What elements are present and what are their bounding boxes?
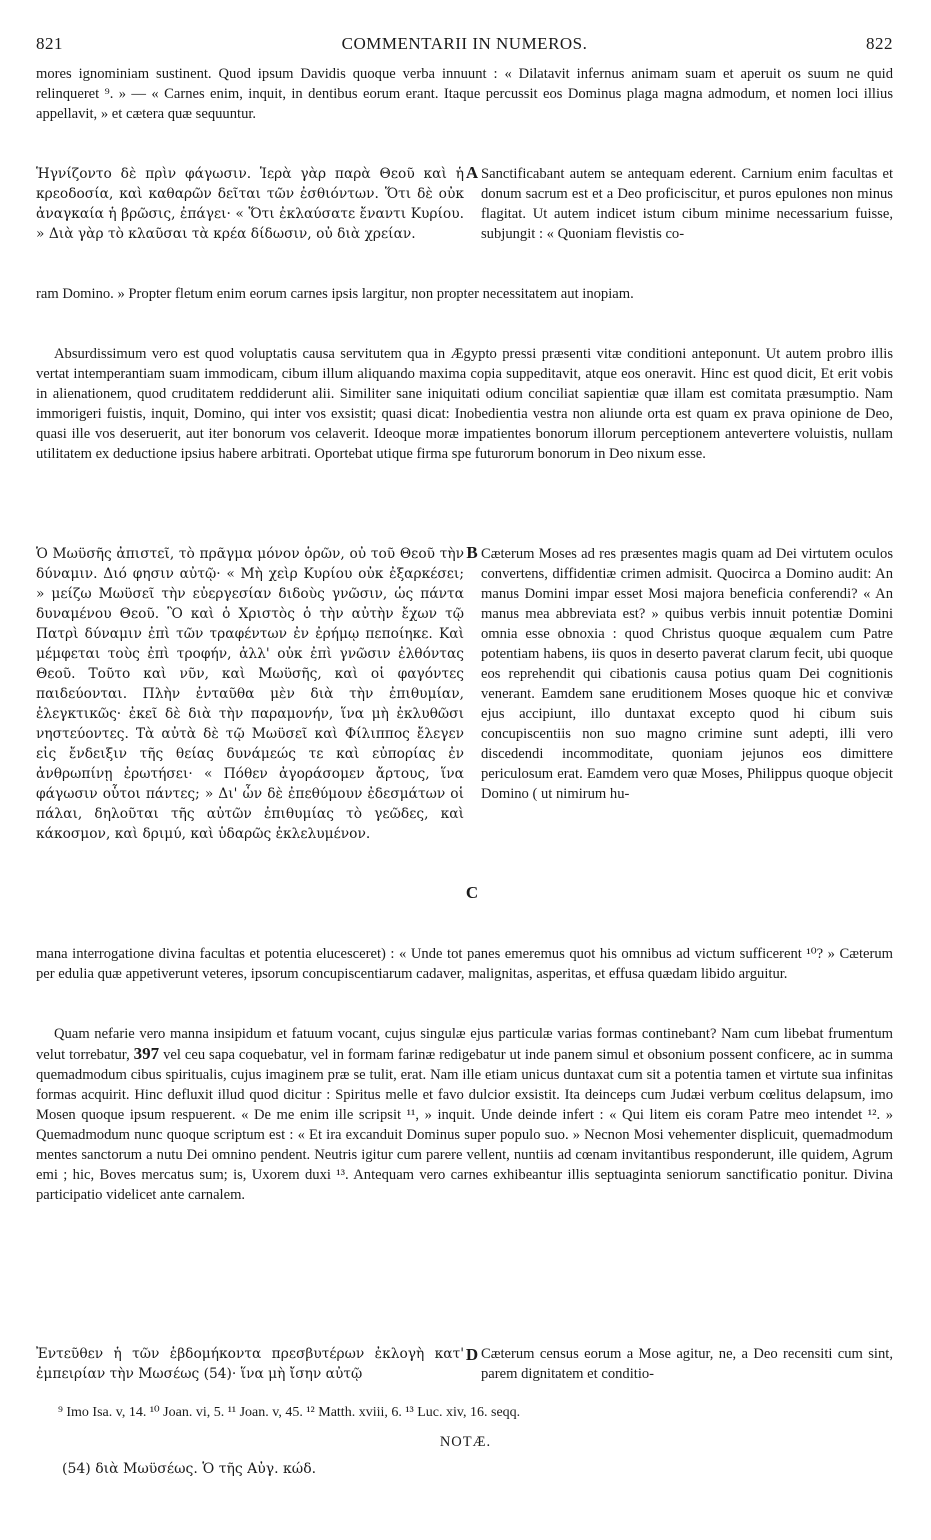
paragraph-text: Absurdissimum vero est quod voluptatis causa servitutem qua in Ægypto pressi præsenti vitæ conditioni anteponunt. Ut autem probro illis vertat intemperantiam suam immodicam, cibum illum aliquando maxima copia suppeditavit, atque eos oneravit. Hinc est quod dicit, Et erit vobis in alienationem, quod cruditatem reddiderunt alii. Similiter sane iniquitati odium conciliat sapientiæ quæ illam est comitata præsumptio. Nam immorigeri fuistis, inquit, Domino, qui inter vos exsistit; quasi dicat: Inobedientia vestra non aliunde orta est quam ex prava opinione de Deo, quasi ille vos deseruerit, aut iter bonorum vos celaverit. Ideoque moræ impatientes bonorum illorum perceptionem antevertere voluistis, nullam utilitatem ex deductione ipsius habere arbitrati. Oportebat utique firma spe futurorum bonorum in Deo nixum esse. (36, 346, 893, 462)
paragraph-continuation-2 (36, 944, 893, 984)
margin-marker-c: C (465, 883, 479, 902)
note-54: (54) διὰ Μωϋσέως. Ὁ τῆς Αὐγ. κώδ. (62, 1461, 317, 1477)
greek-column-1: Ἡγνίζοντο δὲ πρὶν φάγωσιν. Ἱερὰ γὰρ παρὰ Θεοῦ καὶ ἡ κρεοδοσία, καὶ καθαρῶν δεῖται τῶν ἐσθιόντων. Ὅτι δὲ οὐκ ἀναγκαία ἡ βρῶσις, ἐπάγει· « Ὅτι ἐκλαύσατε ἔναντι Κυρίου. » Διὰ γὰρ τὸ κλαῦσαι τὰ κρέα δίδωσιν, οὐ διὰ χρείαν. (36, 166, 464, 242)
running-header (36, 34, 893, 58)
page-number-left: 821 (36, 34, 63, 53)
latin-column-1: Sanctificabant autem se antequam ederent. Carnium enim facultas et donum sacrum est et a Deo proficiscitur, et puros epulones non minus flagitat. Ut autem indicet istum cibum minime necessarium fuisse, subjungit : « Quoniam flevistis co- (481, 166, 893, 242)
running-title: COMMENTARII IN NUMEROS. (341, 34, 588, 53)
latin-column-3: Cæterum census eorum a Mose agitur, ne, a Deo recensiti cum sint, parem dignitatem et conditio- (481, 1346, 893, 1382)
column-number: 397 (133, 1044, 160, 1063)
paragraph-text-part-b: vel ceu sapa coquebatur, vel in formam farinæ redigebatur ut inde panem simul et obsonium possent conficere, ac in summa quemadmodum cibus spiritualis, cujus imaginem præ se tulit, erat. Nam ille etiam unicus duntaxat cum sit a potentia tamen et virtute sua infinitas formas acquirit. Hinc defluxit illud quod dicitur : Spiritus melle et favo dulcior exsistit. Ita deinceps cum Judæi verbum cœlitus delapsum, imo Mosen quoque ipsum respuerent. « De me enim ille scripsit ¹¹, » inquit. Unde deinde infert : « Qui litem eis coram Patre meo intendet ¹². » Quemadmodum nunc quoque scriptum est : « Et ira excanduit Dominus super populo suo. » Necnon Mosi vehementer displicuit, quemadmodum mentes sanctorum a nutu Dei omnino pendent. Neutris igitur cum parere vellent, nuntiis ad cœnam invitantibus responderunt, ille quidem, Agrum emi ; hic, Boves mercatus sum; is, Uxorem duxi ¹³. Antequam vero carnes exhibeantur illis septuaginta seniorum sanctificatio ponitur. Divina participatio videlicet ante carnalem. (36, 1047, 893, 1203)
paragraph-absurdissimum (36, 344, 893, 464)
latin-column-2: Cæterum Moses ad res præsentes magis quam ad Dei virtutem oculos convertens, diffidentiæ crimen admisit. Quocirca a Domino audit: An manus Domini impar esset Mosi majora beneficia conferendi? « An manus mea abbreviata est? » quibus verbis innuit potentiæ Domini omnia esse obnoxia : quod Christus quoque æqualem cum Patre potentiam habens, iis quos in deserto paverat clarum fecit, ubi quoque eos reprehendit qui cibationis causa potius quam Dei cognitionis venerant. Eamdem sane eruditionem Moses quoque hic et convivæ ejus accipiunt, illo duntaxat excepto quod hi cibum suis concupiscentiis non suo magno crimine sunt adepti, illi vero discedendi incommoditate, quoniam jejunos eos dimittere periculosum erat. Eamdem vero quæ Moses, Philippus quoque objecit Domino ( ut nimirum hu- (481, 546, 893, 802)
paragraph-intro (36, 64, 893, 124)
paragraph-text: ram Domino. » Propter fletum enim eorum carnes ipsis largitur, non propter necessitatem aut inopiam. (36, 286, 634, 302)
paragraph-manna (36, 1024, 893, 1205)
notae-heading: NOTÆ. (439, 1434, 492, 1450)
footnotes: ⁹ Imo Isa. v, 14. ¹⁰ Joan. vi, 5. ¹¹ Joan. v, 45. ¹² Matth. xviii, 6. ¹³ Luc. xiv, 16. seqq. (58, 1405, 521, 1420)
paragraph-text-part-a: Quam nefarie vero manna insipidum et fatuum vocant, cujus singulæ ejus particulæ varias formas continebant? Nam cum libebat frumentum velut torrebatur, (36, 1026, 893, 1063)
greek-column-2: Ὁ Μωϋσῆς ἀπιστεῖ, τὸ πρᾶγμα μόνον ὁρῶν, οὐ τοῦ Θεοῦ τὴν δύναμιν. Διό φησιν αὐτῷ· « Μὴ χεὶρ Κυρίου οὐκ ἐξαρκέσει; » μείζω Μωϋσεῖ τὴν εὐεργεσίαν διδοὺς γνῶσιν, ὡς πάντα δυναμένου Θεοῦ. Ὃ καὶ ὁ Χριστὸς ὁ τὴν αὐτὴν ἔχων τῷ Πατρὶ δύναμιν ἐπὶ τῶν τραφέντων ἐν ἐρήμῳ πεποίηκε. Καὶ μέμφεται τοὺς ἐπὶ τροφήν, ἀλλ' οὐκ ἐπὶ γνῶσιν ἐλθόντας Θεοῦ. Τοῦτο καὶ νῦν, καὶ Μωϋσῆς, καὶ οἱ φαγόντες παιδεύονται. Πλὴν ἐνταῦθα μὲν διὰ τὴν ἐπιθυμίαν, ἐλεγκτικῶς· ἐκεῖ δὲ διὰ τὴν παραμονήν, ἵνα μὴ ἐκλυθῶσι νηστεύοντες. Τὰ αὐτὰ δὲ τῷ Μωϋσεῖ καὶ Φίλιππος ἔλεγεν εἰς ἔνδειξιν τῆς θείας δυνάμεώς τε καὶ εὐπορίας ἐν ἀνθρωπίνῃ ἐρωτήσει· « Πόθεν ἀγοράσομεν ἄρτους, ἵνα φάγωσιν οὗτοι πάντες; » Δι' ὧν δὲ ἐπεθύμουν ἐδεσμάτων οἱ πάλαι, δηλοῦται τῆς αὐτῶν ἐπιθυμίας τὸ γεῶδες, καὶ κάκοσμον, καὶ δριμύ, καὶ ὑδαρῶς ἐκλελυμένον. (36, 546, 464, 842)
paragraph-continuation-1 (36, 284, 893, 304)
margin-marker-b: B (466, 543, 478, 562)
greek-column-3: Ἐντεῦθεν ἡ τῶν ἑβδομήκοντα πρεσβυτέρων ἐκλογὴ κατ' ἐμπειρίαν τὴν Μωσέως (54)· ἵνα μὴ ἴσην αὐτῷ (36, 1346, 464, 1382)
margin-marker-a: A (465, 163, 479, 182)
paragraph-text (36, 1024, 893, 1205)
paragraph-text: mana interrogatione divina facultas et potentia elucesceret) : « Unde tot panes emeremus quot his omnibus ad victum sufficerent ¹⁰? » Cæterum per edulia quæ appetiverunt veteres, ipsorum concupiscentiarum cadaver, malignitas, asperitas, et effusa quædam libido arguitur. (36, 946, 893, 982)
page-number-right: 822 (866, 34, 893, 53)
margin-marker-d: D (465, 1345, 479, 1364)
paragraph-text: mores ignominiam sustinent. Quod ipsum Davidis quoque verba innuunt : « Dilatavit infernus animam suam et aperuit os suum ne quid relinqueret ⁹. » — « Carnes enim, inquit, in dentibus eorum erant. Itaque percussit eos Dominus plaga magna admodum, et nomen loci illius appellavit, » et cætera quæ sequuntur. (36, 66, 893, 122)
